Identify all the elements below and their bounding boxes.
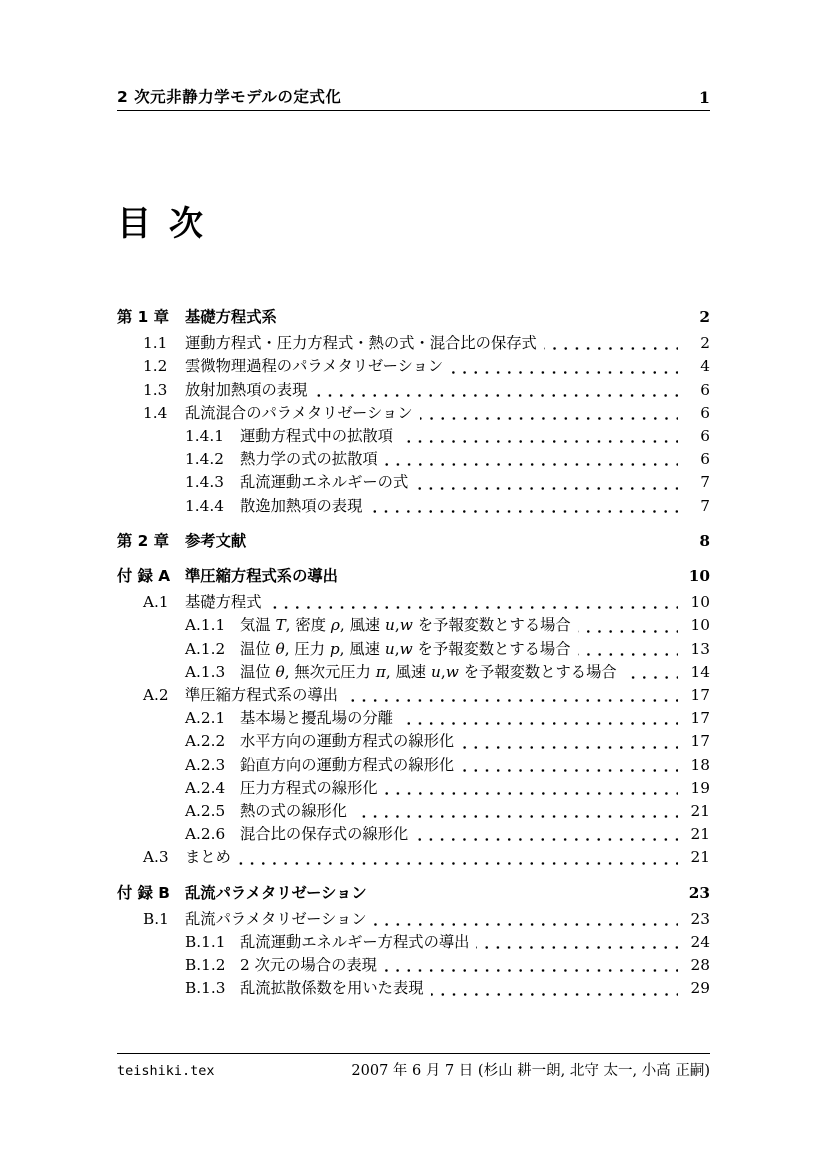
toc-entry-page-number: 8 (699, 531, 710, 550)
toc-entry-subsection (117, 754, 710, 777)
toc-leader-dots (578, 614, 678, 637)
toc-leader-dots (345, 565, 678, 588)
toc-entry-title: 圧力方程式の線形化 (240, 778, 378, 797)
toc-leader-dots (385, 777, 678, 800)
toc-entry-subsection (117, 777, 710, 800)
toc-entry-title: 運動方程式中の拡散項 (240, 427, 393, 446)
toc-entry-subsection (117, 931, 710, 954)
toc-leader-dots (384, 954, 678, 977)
toc-entry-title: 散逸加熱項の表現 (240, 496, 363, 515)
toc-entry-number: A.2.6 (185, 825, 226, 844)
toc-leader-dots (450, 355, 678, 378)
toc-entry-subsection (117, 425, 710, 448)
toc-entry-title: 参考文献 (185, 531, 247, 550)
toc-leader-dots (400, 707, 678, 730)
toc-entry-title: 乱流運動エネルギー方程式の導出 (240, 933, 470, 952)
toc-entry-section (117, 684, 710, 707)
toc-entry-number: 付 録 B (117, 883, 170, 902)
toc-leader-dots (238, 846, 678, 869)
toc-entry-title: 乱流運動エネルギーの式 (240, 473, 409, 492)
toc-entry-number: A.1.3 (185, 662, 226, 681)
toc-entry-title: 混合比の保存式の線形化 (240, 825, 409, 844)
toc-entry-page-number: 6 (700, 403, 710, 422)
toc-entry-section (117, 332, 710, 355)
toc-entry-subsection (117, 471, 710, 494)
toc-leader-dots (354, 800, 678, 823)
toc-leader-dots (385, 448, 678, 471)
toc-entry-number: A.1.1 (185, 616, 226, 635)
toc-entry-section (117, 908, 710, 931)
toc-entry-page-number: 2 (700, 334, 710, 353)
toc-entry-subsection (117, 614, 710, 637)
toc-entry-page-number: 7 (700, 473, 710, 492)
toc-list (117, 294, 710, 1001)
toc-leader-dots (314, 379, 678, 402)
toc-leader-dots (374, 908, 678, 931)
toc-leader-dots (374, 882, 678, 905)
toc-entry-page-number: 17 (690, 709, 710, 728)
toc-entry-page-number: 24 (690, 933, 710, 952)
toc-leader-dots (400, 425, 678, 448)
toc-entry-title: 放射加熱項の表現 (185, 380, 308, 399)
toc-leader-dots (461, 754, 678, 777)
toc-entry-number: B.1 (143, 909, 169, 928)
toc-leader-dots (544, 332, 678, 355)
toc-entry-title: 基礎方程式 (185, 593, 262, 612)
toc-leader-dots (461, 730, 678, 753)
toc-entry-title: 雲微物理過程のパラメタリゼーション (185, 357, 444, 376)
toc-entry-page-number: 23 (690, 909, 710, 928)
toc-entry-page-number: 10 (690, 616, 710, 635)
toc-entry-title: 熱力学の式の拡散項 (240, 450, 378, 469)
toc-entry-page-number: 4 (700, 357, 710, 376)
toc-entry-page-number: 23 (688, 883, 710, 902)
header-page-number: 1 (698, 88, 710, 107)
toc-entry-page-number: 21 (690, 802, 710, 821)
toc-entry-page-number: 28 (690, 956, 710, 975)
page-header (117, 85, 710, 111)
footer-date-authors: 2007 年 6 月 7 日 (杉山 耕一朗, 北守 太一, 小高 正嗣) (351, 1063, 710, 1079)
toc-entry-section (117, 355, 710, 378)
toc-entry-chapter (117, 530, 710, 553)
toc-entry-number: A.1 (143, 593, 169, 612)
toc-entry-subsection (117, 730, 710, 753)
toc-entry-section (117, 402, 710, 425)
toc-entry-section (117, 591, 710, 614)
toc-entry-subsection (117, 661, 710, 684)
toc-entry-title: 基礎方程式系 (185, 308, 277, 326)
toc-entry-number: B.1.3 (185, 979, 226, 998)
toc-leader-dots (345, 684, 678, 707)
toc-entry-title: 気温 T, 密度 ρ, 風速 u,w を予報変数とする場合 (240, 616, 571, 635)
toc-entry-page-number: 6 (700, 450, 710, 469)
toc-entry-number: A.2.5 (185, 802, 226, 821)
toc-leader-dots (415, 823, 678, 846)
toc-entry-number: 1.2 (143, 357, 168, 376)
toc-entry-page-number: 21 (690, 848, 710, 867)
toc-entry-number: 1.4.2 (185, 450, 224, 469)
toc-entry-chapter (117, 882, 710, 905)
toc-entry-page-number: 6 (700, 427, 710, 446)
toc-leader-dots (284, 306, 678, 329)
toc-entry-page-number: 29 (690, 979, 710, 998)
toc-entry-title: 熱の式の線形化 (240, 802, 348, 821)
toc-entry-title: 基本場と擾乱場の分離 (240, 709, 393, 728)
toc-entry-subsection (117, 638, 710, 661)
toc-entry-number: 1.1 (143, 334, 168, 353)
toc-leader-dots (476, 931, 678, 954)
toc-leader-dots (578, 638, 678, 661)
toc-entry-number: A.2.1 (185, 709, 226, 728)
toc-entry-number: 1.4 (143, 403, 168, 422)
toc-entry-subsection (117, 954, 710, 977)
toc-entry-number: 1.4.1 (185, 427, 224, 446)
toc-entry-page-number: 13 (690, 639, 710, 658)
toc-entry-subsection (117, 495, 710, 518)
toc-entry-number: 第 1 章 (117, 308, 169, 326)
toc-entry-number: A.2 (143, 686, 169, 705)
toc-entry-page-number: 10 (688, 567, 710, 586)
toc-entry-title: 水平方向の運動方程式の線形化 (240, 732, 455, 751)
footer-filename: teishiki.tex (117, 1063, 215, 1079)
toc-entry-page-number: 18 (690, 755, 710, 774)
toc-entry-page-number: 17 (690, 732, 710, 751)
toc-entry-number: B.1.2 (185, 956, 226, 975)
toc-entry-title: 乱流パラメタリゼーション (185, 883, 367, 902)
toc-entry-title: 運動方程式・圧力方程式・熱の式・混合比の保存式 (185, 334, 537, 353)
toc-entry-chapter (117, 565, 710, 588)
toc-entry-title: 準圧縮方程式系の導出 (185, 686, 338, 705)
toc-leader-dots (269, 591, 679, 614)
toc-entry-subsection (117, 977, 710, 1000)
toc-entry-section (117, 379, 710, 402)
toc-entry-title: 乱流パラメタリゼーション (185, 909, 367, 928)
toc-leader-dots (415, 471, 678, 494)
toc-entry-title: 乱流混合のパラメタリゼーション (185, 403, 413, 422)
header-title: 2 次元非静力学モデルの定式化 (117, 88, 342, 106)
toc-entry-section (117, 846, 710, 869)
toc-entry-number: 1.3 (143, 380, 168, 399)
toc-entry-page-number: 2 (699, 308, 710, 326)
toc-entry-page-number: 21 (690, 825, 710, 844)
toc-entry-title: 温位 θ, 無次元圧力 π, 風速 u,w を予報変数とする場合 (240, 662, 617, 681)
page-footer (117, 1053, 710, 1080)
toc-entry-chapter (117, 306, 710, 329)
toc-leader-dots (369, 495, 678, 518)
toc-entry-page-number: 17 (690, 686, 710, 705)
toc-entry-number: 1.4.3 (185, 473, 224, 492)
toc-entry-title: まとめ (185, 848, 231, 867)
toc-entry-page-number: 6 (700, 380, 710, 399)
toc-leader-dots (420, 402, 678, 425)
toc-entry-title: 準圧縮方程式系の導出 (185, 567, 338, 586)
toc-entry-page-number: 10 (690, 593, 710, 612)
toc-title: 目 次 (117, 204, 206, 244)
toc-entry-number: A.2.4 (185, 778, 226, 797)
toc-entry-number: A.1.2 (185, 639, 226, 658)
toc-entry-title: 2 次元の場合の表現 (240, 956, 377, 975)
toc-entry-title: 鉛直方向の運動方程式の線形化 (240, 755, 455, 774)
toc-entry-subsection (117, 800, 710, 823)
toc-entry-page-number: 7 (700, 496, 710, 515)
toc-entry-page-number: 14 (690, 662, 710, 681)
toc-leader-dots (431, 977, 678, 1000)
toc-entry-number: A.3 (143, 848, 169, 867)
toc-leader-dots (624, 661, 678, 684)
toc-entry-number: 付 録 A (117, 567, 171, 586)
toc-entry-number: B.1.1 (185, 933, 226, 952)
toc-entry-number: A.2.3 (185, 755, 226, 774)
toc-entry-page-number: 19 (690, 778, 710, 797)
toc-entry-subsection (117, 823, 710, 846)
toc-entry-subsection (117, 707, 710, 730)
toc-leader-dots (253, 530, 678, 553)
toc-entry-number: 1.4.4 (185, 496, 224, 515)
toc-entry-number: 第 2 章 (117, 531, 169, 550)
toc-entry-subsection (117, 448, 710, 471)
toc-entry-number: A.2.2 (185, 732, 226, 751)
toc-entry-title: 温位 θ, 圧力 p, 風速 u,w を予報変数とする場合 (240, 639, 571, 658)
toc-entry-title: 乱流拡散係数を用いた表現 (240, 979, 424, 998)
